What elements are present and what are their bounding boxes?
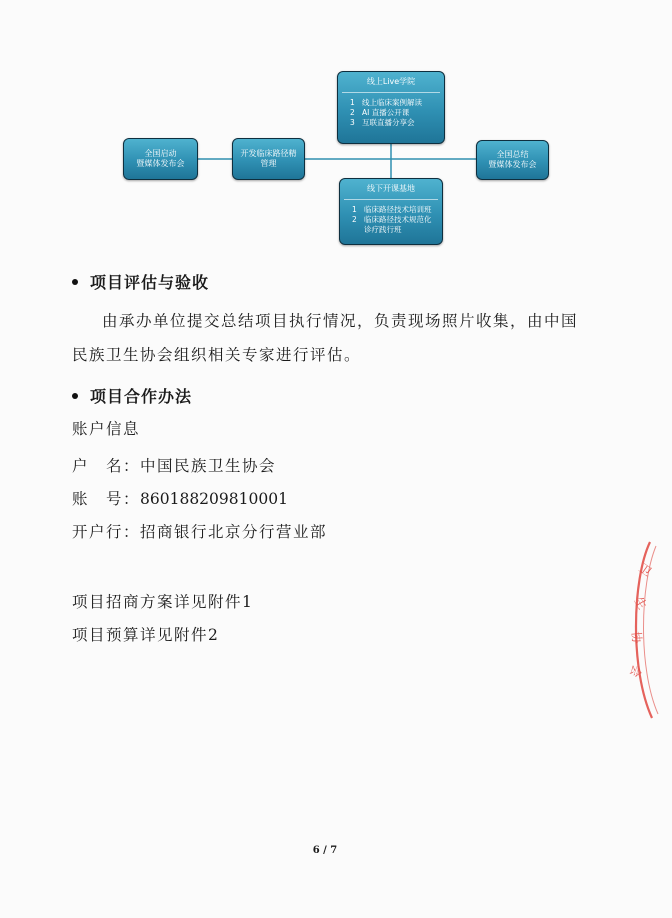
attachment-line-1: 项目招商方案详见附件1 (72, 593, 254, 611)
flow-box-online (337, 71, 445, 144)
page-number: 6 / 7 (312, 845, 338, 856)
bullet-icon (72, 279, 78, 285)
svg-text:会: 会 (627, 662, 645, 680)
section-heading-evaluation: 项目评估与验收 (72, 270, 209, 293)
paragraph-line-2: 民族卫生协会组织相关专家进行评估。 (72, 346, 362, 364)
svg-text:卫: 卫 (636, 560, 655, 580)
flow-box-start-line2: 暨媒体发布会 (136, 159, 185, 168)
list-item: 3 互联直播分享会 (350, 118, 415, 128)
account-number-row (72, 487, 288, 509)
bullet-icon (72, 393, 78, 399)
list-item: 2 临床路径技术规范化 诊疗践行班 (352, 215, 432, 235)
flow-box-online-list (342, 93, 440, 128)
flow-box-end (476, 140, 549, 180)
flow-box-offline-title: 线下开课基地 (344, 179, 438, 200)
account-number-value: 860188209810001 (140, 490, 288, 508)
flow-box-dev-line2: 管理 (260, 159, 277, 168)
svg-text:协: 协 (629, 631, 645, 645)
account-name-row (72, 454, 276, 476)
flow-box-dev-line1: 开发临床路径精 (240, 149, 297, 158)
bank-value: 招商银行北京分行营业部 (140, 523, 328, 541)
flow-box-end-line2: 暨媒体发布会 (488, 160, 537, 169)
account-heading: 账户信息 (72, 420, 141, 438)
list-item: 1 临床路径技术培训班 (352, 205, 432, 214)
flow-box-start (123, 138, 198, 180)
list-item: 2 AI 直播公开课 (350, 108, 410, 118)
flow-box-offline (339, 178, 443, 245)
attachment-line-2: 项目预算详见附件2 (72, 626, 220, 644)
flow-box-start-line1: 全国启动 (144, 149, 177, 158)
svg-text:生: 生 (631, 594, 650, 612)
flowchart-connectors (0, 0, 650, 260)
paragraph-line-1: 由承办单位提交总结项目执行情况，负责现场照片收集，由中国 (102, 312, 579, 330)
flow-box-end-line1: 全国总结 (496, 150, 529, 159)
flowchart (0, 0, 650, 260)
bank-row (72, 520, 327, 542)
seal-stamp (612, 540, 672, 720)
flow-box-dev (232, 138, 305, 180)
flow-box-online-title: 线上Live学院 (342, 72, 440, 93)
account-name-label: 户 名： (72, 457, 141, 475)
account-number-label: 账 号： (72, 490, 141, 508)
account-name-value: 中国民族卫生协会 (140, 457, 277, 475)
flow-box-offline-list (344, 200, 438, 235)
section-heading-cooperation: 项目合作办法 (72, 384, 192, 407)
list-item: 1 线上临床案例解读 (350, 98, 422, 107)
bank-label: 开户行： (72, 523, 141, 541)
